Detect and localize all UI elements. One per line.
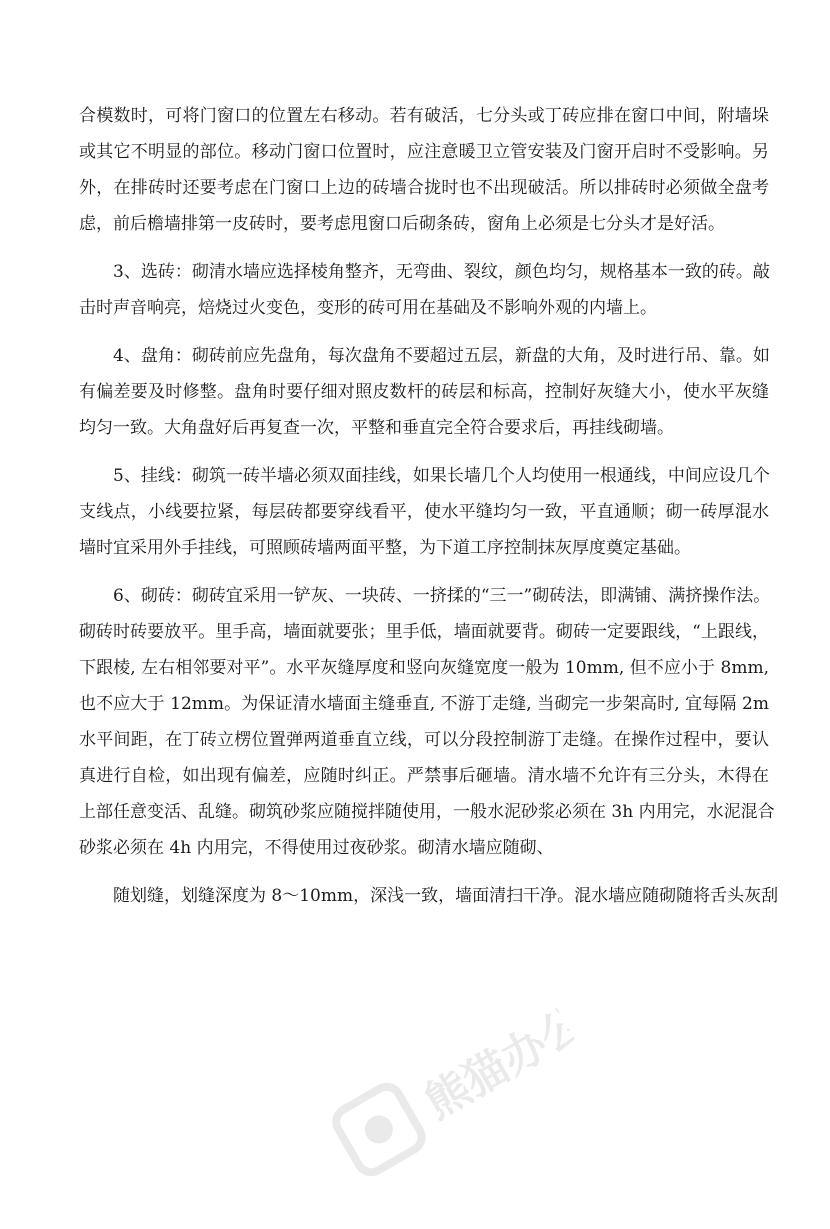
text-line: 合模数时，可将门窗口的位置左右移动。若有破活，七分头或丁砖应排在窗口中间，附墙垛 [79,106,769,126]
paragraph-select-brick [79,254,769,326]
text-line: 有偏差要及时修整。盘角时要仔细对照皮数杆的砖层和标高，控制好灰缝大小，使水平灰缝 [79,382,769,402]
paragraph-continuation [79,98,769,242]
text-line: 4、盘角：砌砖前应先盘角，每次盘角不要超过五层，新盘的大角，及时进行吊、靠。如 [113,346,770,366]
document-body [79,98,779,914]
text-line: 均匀一致。大角盘好后再复查一次，平整和垂直完全符合要求后，再挂线砌墙。 [79,418,674,438]
paragraph-bricklaying [79,578,775,866]
text-line: 下跟棱, 左右相邻要对平”。水平灰缝厚度和竖向灰缝宽度一般为 10mm, 但不应小于 8mm, [79,658,769,678]
text-line: 击时声音响亮，焙烧过火变色，变形的砖可用在基础及不影响外观的内墙上。 [79,298,657,318]
text-line: 砂浆必须在 4h 内用完，不得使用过夜砂浆。砌清水墙应随砌、 [79,838,554,858]
text-line: 支线点，小线要拉紧，每层砖都要穿线看平，使水平缝均匀一致，平直通顺；砌一砖厚混水 [79,502,769,522]
watermark-text: 熊猫办公 [416,996,595,1129]
watermark-logo [312,974,607,1225]
paragraph-line-hanging [79,458,769,566]
text-line: 也不应大于 12mm。为保证清水墙面主缝垂直, 不游丁走缝, 当砌完一步架高时, 宜每隔 2m [79,694,769,714]
text-line: 上部任意变活、乱缝。砌筑砂浆应随搅拌随使用，一般水泥砂浆必须在 3h 内用完，水泥混合 [79,802,775,822]
text-line: 3、选砖：砌清水墙应选择棱角整齐，无弯曲、裂纹，颜色均匀，规格基本一致的砖。敲 [113,262,770,282]
text-line: 6、砌砖：砌砖宜采用一铲灰、一块砖、一挤揉的“三一”砌砖法，即满铺、满挤操作法。 [113,586,771,606]
text-line: 真进行自检，如出现有偏差，应随时纠正。严禁事后砸墙。清水墙不允许有三分头，木得在 [79,766,769,786]
text-line: 或其它不明显的部位。移动门窗口位置时，应注意暖卫立管安装及门窗开启时不受影响。另 [79,142,769,162]
text-line: 水平间距，在丁砖立楞位置弹两道垂直立线，可以分段控制游丁走缝。在操作过程中，要认 [79,730,769,750]
text-line: 砌砖时砖要放平。里手高，墙面就要张；里手低，墙面就要背。砌砖一定要跟线，“上跟线， [79,622,769,642]
text-line: 5、挂线：砌筑一砖半墙必须双面挂线，如果长墙几个人均使用一根通线，中间应设几个 [113,466,770,486]
paragraph-jointing [79,878,779,914]
paragraph-corner [79,338,769,446]
text-line: 外，在排砖时还要考虑在门窗口上边的砖墙合拢时也不出现破活。所以排砖时必须做全盘考 [79,178,769,198]
text-line: 墙时宜采用外手挂线，可照顾砖墙两面平整，为下道工序控制抹灰厚度奠定基础。 [79,538,691,558]
text-line: 虑，前后檐墙排第一皮砖时，要考虑甩窗口后砌条砖，窗角上必须是七分头才是好活。 [79,214,725,234]
text-line: 随划缝，划缝深度为 8～10mm，深浅一致，墙面清扫干净。混水墙应随砌随将舌头灰刮 [113,886,779,906]
